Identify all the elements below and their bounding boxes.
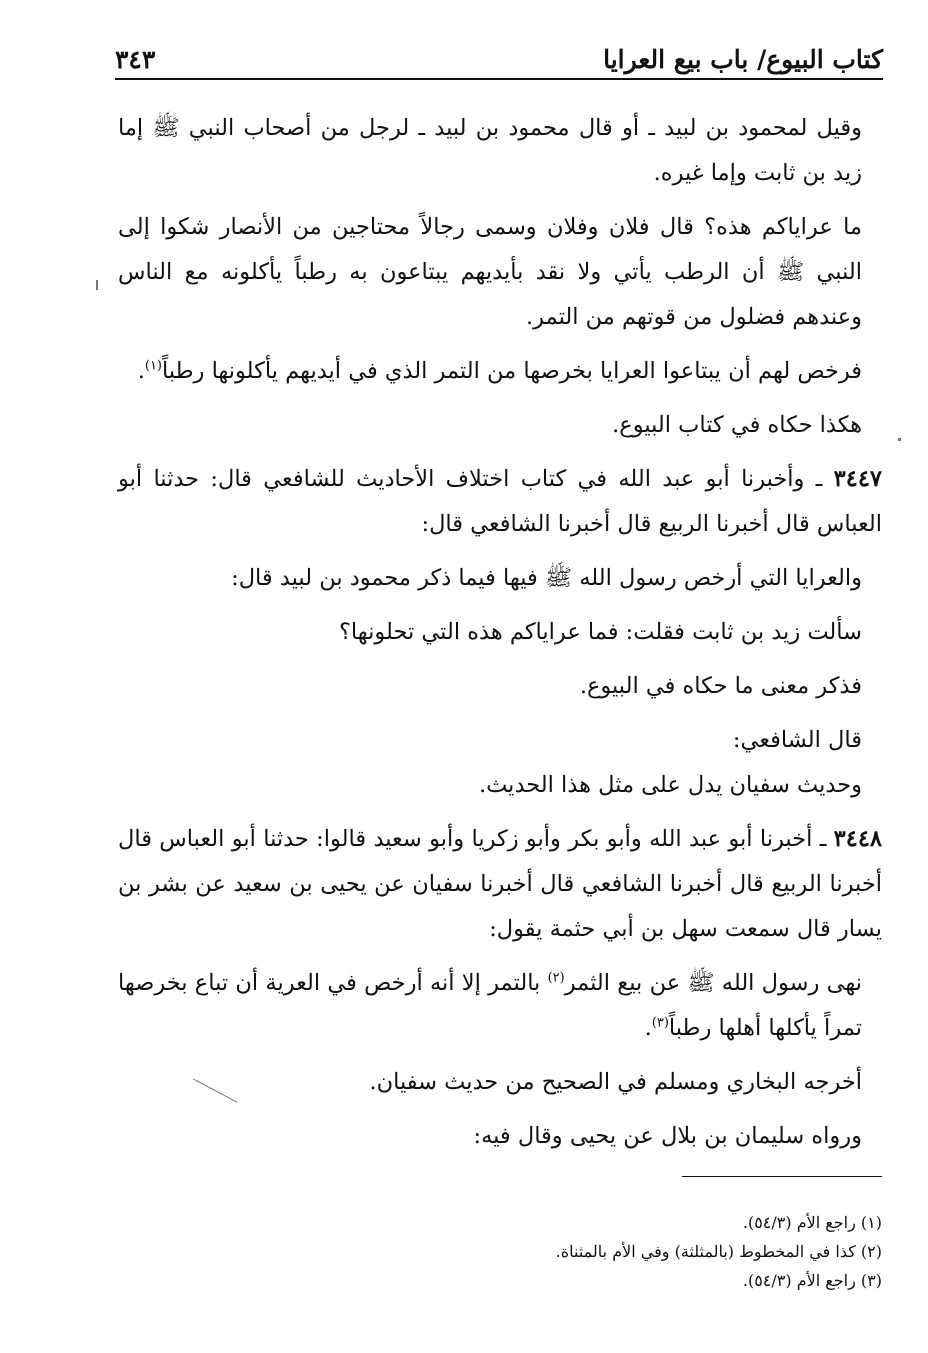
hadith-number: ٣٤٤٨ — [833, 826, 882, 852]
scan-speck — [898, 438, 901, 441]
footnotes — [118, 1208, 882, 1295]
page-number: ٣٤٣ — [115, 44, 156, 74]
hadith-number: ٣٤٤٧ — [833, 466, 882, 492]
hadith-entry: ٣٤٤٨ ـ أخبرنا أبو عبد الله وأبو بكر وأبو زكريا وأبو سعيد قالوا: حدثنا أبو العباس قال أخبرنا الربيع قال أخبرنا الشافعي قال أخبرنا سفيان عن يحيى بن سعيد عن بشر بن يسار قال سمعت سهل بن أبي حثمة يقول: — [118, 826, 882, 942]
footnote-ref: (٣) — [651, 1015, 669, 1031]
paragraph: ما عراياكم هذه؟ قال فلان وفلان وسمى رجالاً محتاجين من الأنصار شكوا إلى النبي ﷺ أن الرطب يأتي ولا نقد بأيديهم يبتاعون به رطباً يأكلونه مع الناس وعندهم فضلول من قوتهم من التمر. — [118, 214, 862, 330]
paragraph: والعرايا التي أرخص رسول الله ﷺ فيها فيما ذكر محمود بن لبيد قال: — [231, 565, 862, 591]
footnote: (٣) راجع الأم (٥٤/٣). — [742, 1271, 882, 1290]
paragraph: فذكر معنى ما حكاه في البيوع. — [579, 673, 862, 699]
footnote-divider — [682, 1176, 882, 1178]
paragraph: وحديث سفيان يدل على مثل هذا الحديث. — [478, 772, 862, 798]
paragraph: نهى رسول الله ﷺ عن بيع الثمر$^{(٢)}$ بالتمر إلا أنه أرخص في العرية أن تباع بخرصها تمراً يأكلها أهلها رطباً$^{(٣)}$. — [118, 970, 863, 1041]
paragraph: فرخص لهم أن يبتاعوا العرايا بخرصها من التمر الذي في أيديهم يأكلونها رطباً$^{(١)}$. — [137, 358, 862, 384]
footnote: (٢) كذا في المخطوط (بالمثلثة) وفي الأم بالمثناة. — [555, 1242, 882, 1261]
footnote: (١) راجع الأم (٥٤/٣). — [742, 1213, 882, 1232]
footnote-ref: (١) — [144, 358, 162, 374]
main-text — [118, 106, 882, 1168]
paragraph: سألت زيد بن ثابت فقلت: فما عراياكم هذه التي تحلونها؟ — [338, 619, 862, 645]
footnote-ref: (٢) — [547, 970, 565, 986]
paragraph: ورواه سليمان بن بلال عن يحيى وقال فيه: — [473, 1123, 862, 1149]
paragraph: قال الشافعي: — [732, 727, 862, 753]
scan-speck — [96, 280, 98, 290]
paragraph: وقيل لمحمود بن لبيد ـ أو قال محمود بن لبيد ـ لرجل من أصحاب النبي ﷺ إما زيد بن ثابت وإما غيره. — [118, 115, 862, 186]
paragraph: هكذا حكاه في كتاب البيوع. — [612, 412, 862, 438]
hadith-entry: ٣٤٤٧ ـ وأخبرنا أبو عبد الله في كتاب اختلاف الأحاديث للشافعي قال: حدثنا أبو العباس قال أخبرنا الربيع قال أخبرنا الشافعي قال: — [118, 466, 882, 537]
paragraph: أخرجه البخاري ومسلم في الصحيح من حديث سفيان. — [369, 1069, 862, 1095]
chapter-title: كتاب البيوع/ باب بيع العرايا — [603, 44, 883, 74]
running-header — [115, 40, 883, 80]
